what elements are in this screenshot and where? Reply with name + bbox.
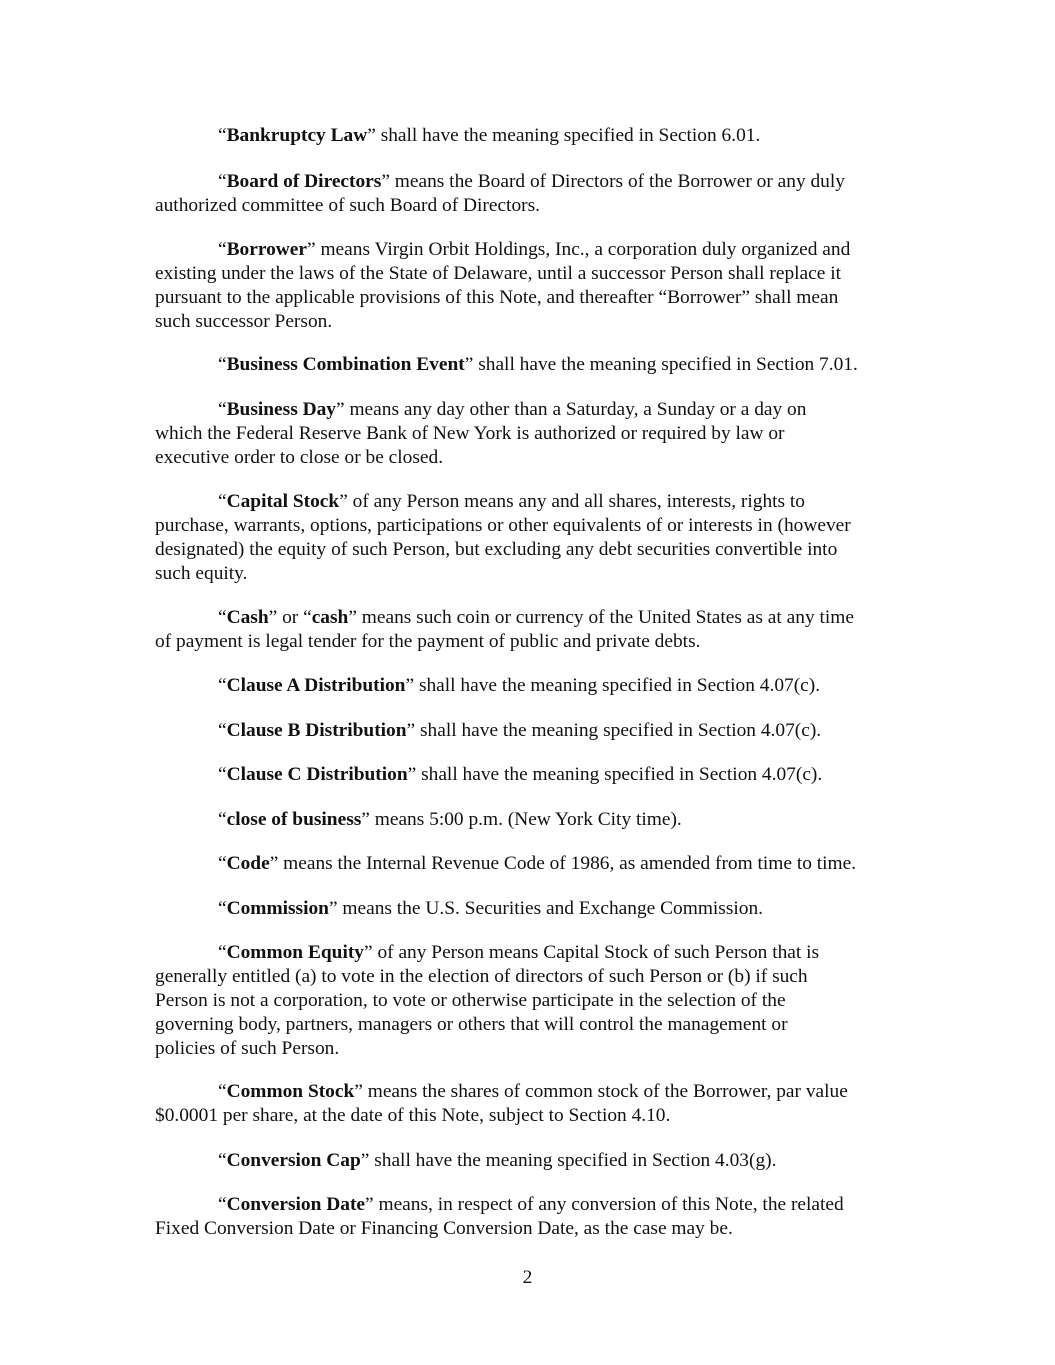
defined-term: Board of Directors bbox=[226, 171, 382, 192]
defined-term: Borrower bbox=[226, 239, 308, 260]
definition-capital-stock: “Capital Stock” of any Person means any and all shares, interests, rights to purchase, warrants, options, participations or other equivalents of or interests in (however designated) the equity of such Person, but excluding any debt securities convertible into such equity. bbox=[155, 491, 851, 584]
defined-term: Conversion Date bbox=[226, 1194, 366, 1215]
definition-business-combination-event: “Business Combination Event” shall have the meaning specified in Section 7.01. bbox=[218, 354, 858, 375]
defined-term: close of business bbox=[226, 809, 362, 830]
defined-term: Code bbox=[226, 853, 270, 874]
definition-commission: “Commission” means the U.S. Securities and Exchange Commission. bbox=[218, 898, 764, 919]
defined-term: Clause B Distribution bbox=[226, 720, 407, 741]
defined-term: Cash bbox=[226, 607, 269, 628]
definition-conversion-cap: “Conversion Cap” shall have the meaning specified in Section 4.03(g). bbox=[218, 1150, 777, 1171]
defined-term: Clause C Distribution bbox=[226, 764, 408, 785]
definition-common-equity: “Common Equity” of any Person means Capital Stock of such Person that is generally entitled (a) to vote in the election of directors of such Person or (b) if such Person is not a corporation, to vote or otherwise participate in the selection of the governing body, partners, managers or others that will control the management or policies of such Person. bbox=[155, 942, 820, 1059]
defined-term: Conversion Cap bbox=[226, 1150, 361, 1171]
defined-term: Common Stock bbox=[226, 1081, 355, 1102]
defined-term: Business Combination Event bbox=[226, 354, 465, 375]
definition-borrower: “Borrower” means Virgin Orbit Holdings, Inc., a corporation duly organized and existing under the laws of the State of Delaware, until a successor Person shall replace it pursuant to the applicable provisions of this Note, and thereafter “Borrower” shall mean such successor Person. bbox=[155, 239, 851, 332]
page-number: 2 bbox=[522, 1267, 533, 1288]
definition-clause-b-distribution: “Clause B Distribution” shall have the meaning specified in Section 4.07(c). bbox=[218, 720, 822, 741]
defined-term: Business Day bbox=[226, 399, 336, 420]
definition-board-of-directors: “Board of Directors” means the Board of Directors of the Borrower or any duly authorized committee of such Board of Directors. bbox=[155, 171, 845, 216]
definition-code: “Code” means the Internal Revenue Code of 1986, as amended from time to time. bbox=[218, 853, 857, 874]
definition-bankruptcy-law: “Bankruptcy Law” shall have the meaning specified in Section 6.01. bbox=[218, 125, 761, 146]
defined-term: Commission bbox=[226, 898, 329, 919]
defined-term: Common Equity bbox=[226, 942, 364, 963]
defined-term: Clause A Distribution bbox=[226, 675, 406, 696]
definition-close-of-business: “close of business” means 5:00 p.m. (New York City time). bbox=[218, 809, 682, 830]
definition-clause-c-distribution: “Clause C Distribution” shall have the meaning specified in Section 4.07(c). bbox=[218, 764, 823, 785]
definition-business-day: “Business Day” means any day other than a Saturday, a Sunday or a day on which the Federal Reserve Bank of New York is authorized or required by law or executive order to close or be closed. bbox=[155, 399, 807, 468]
definition-cash: “Cash” or “cash” means such coin or currency of the United States as at any time of payment is legal tender for the payment of public and private debts. bbox=[155, 607, 854, 652]
defined-term: Bankruptcy Law bbox=[226, 125, 368, 146]
defined-term-alt: cash bbox=[311, 607, 349, 628]
defined-term: Capital Stock bbox=[226, 491, 340, 512]
definition-conversion-date: “Conversion Date” means, in respect of any conversion of this Note, the related Fixed Conversion Date or Financing Conversion Date, as the case may be. bbox=[155, 1194, 844, 1239]
definition-common-stock: “Common Stock” means the shares of common stock of the Borrower, par value $0.0001 per share, at the date of this Note, subject to Section 4.10. bbox=[155, 1081, 848, 1126]
definition-clause-a-distribution: “Clause A Distribution” shall have the meaning specified in Section 4.07(c). bbox=[218, 675, 821, 696]
